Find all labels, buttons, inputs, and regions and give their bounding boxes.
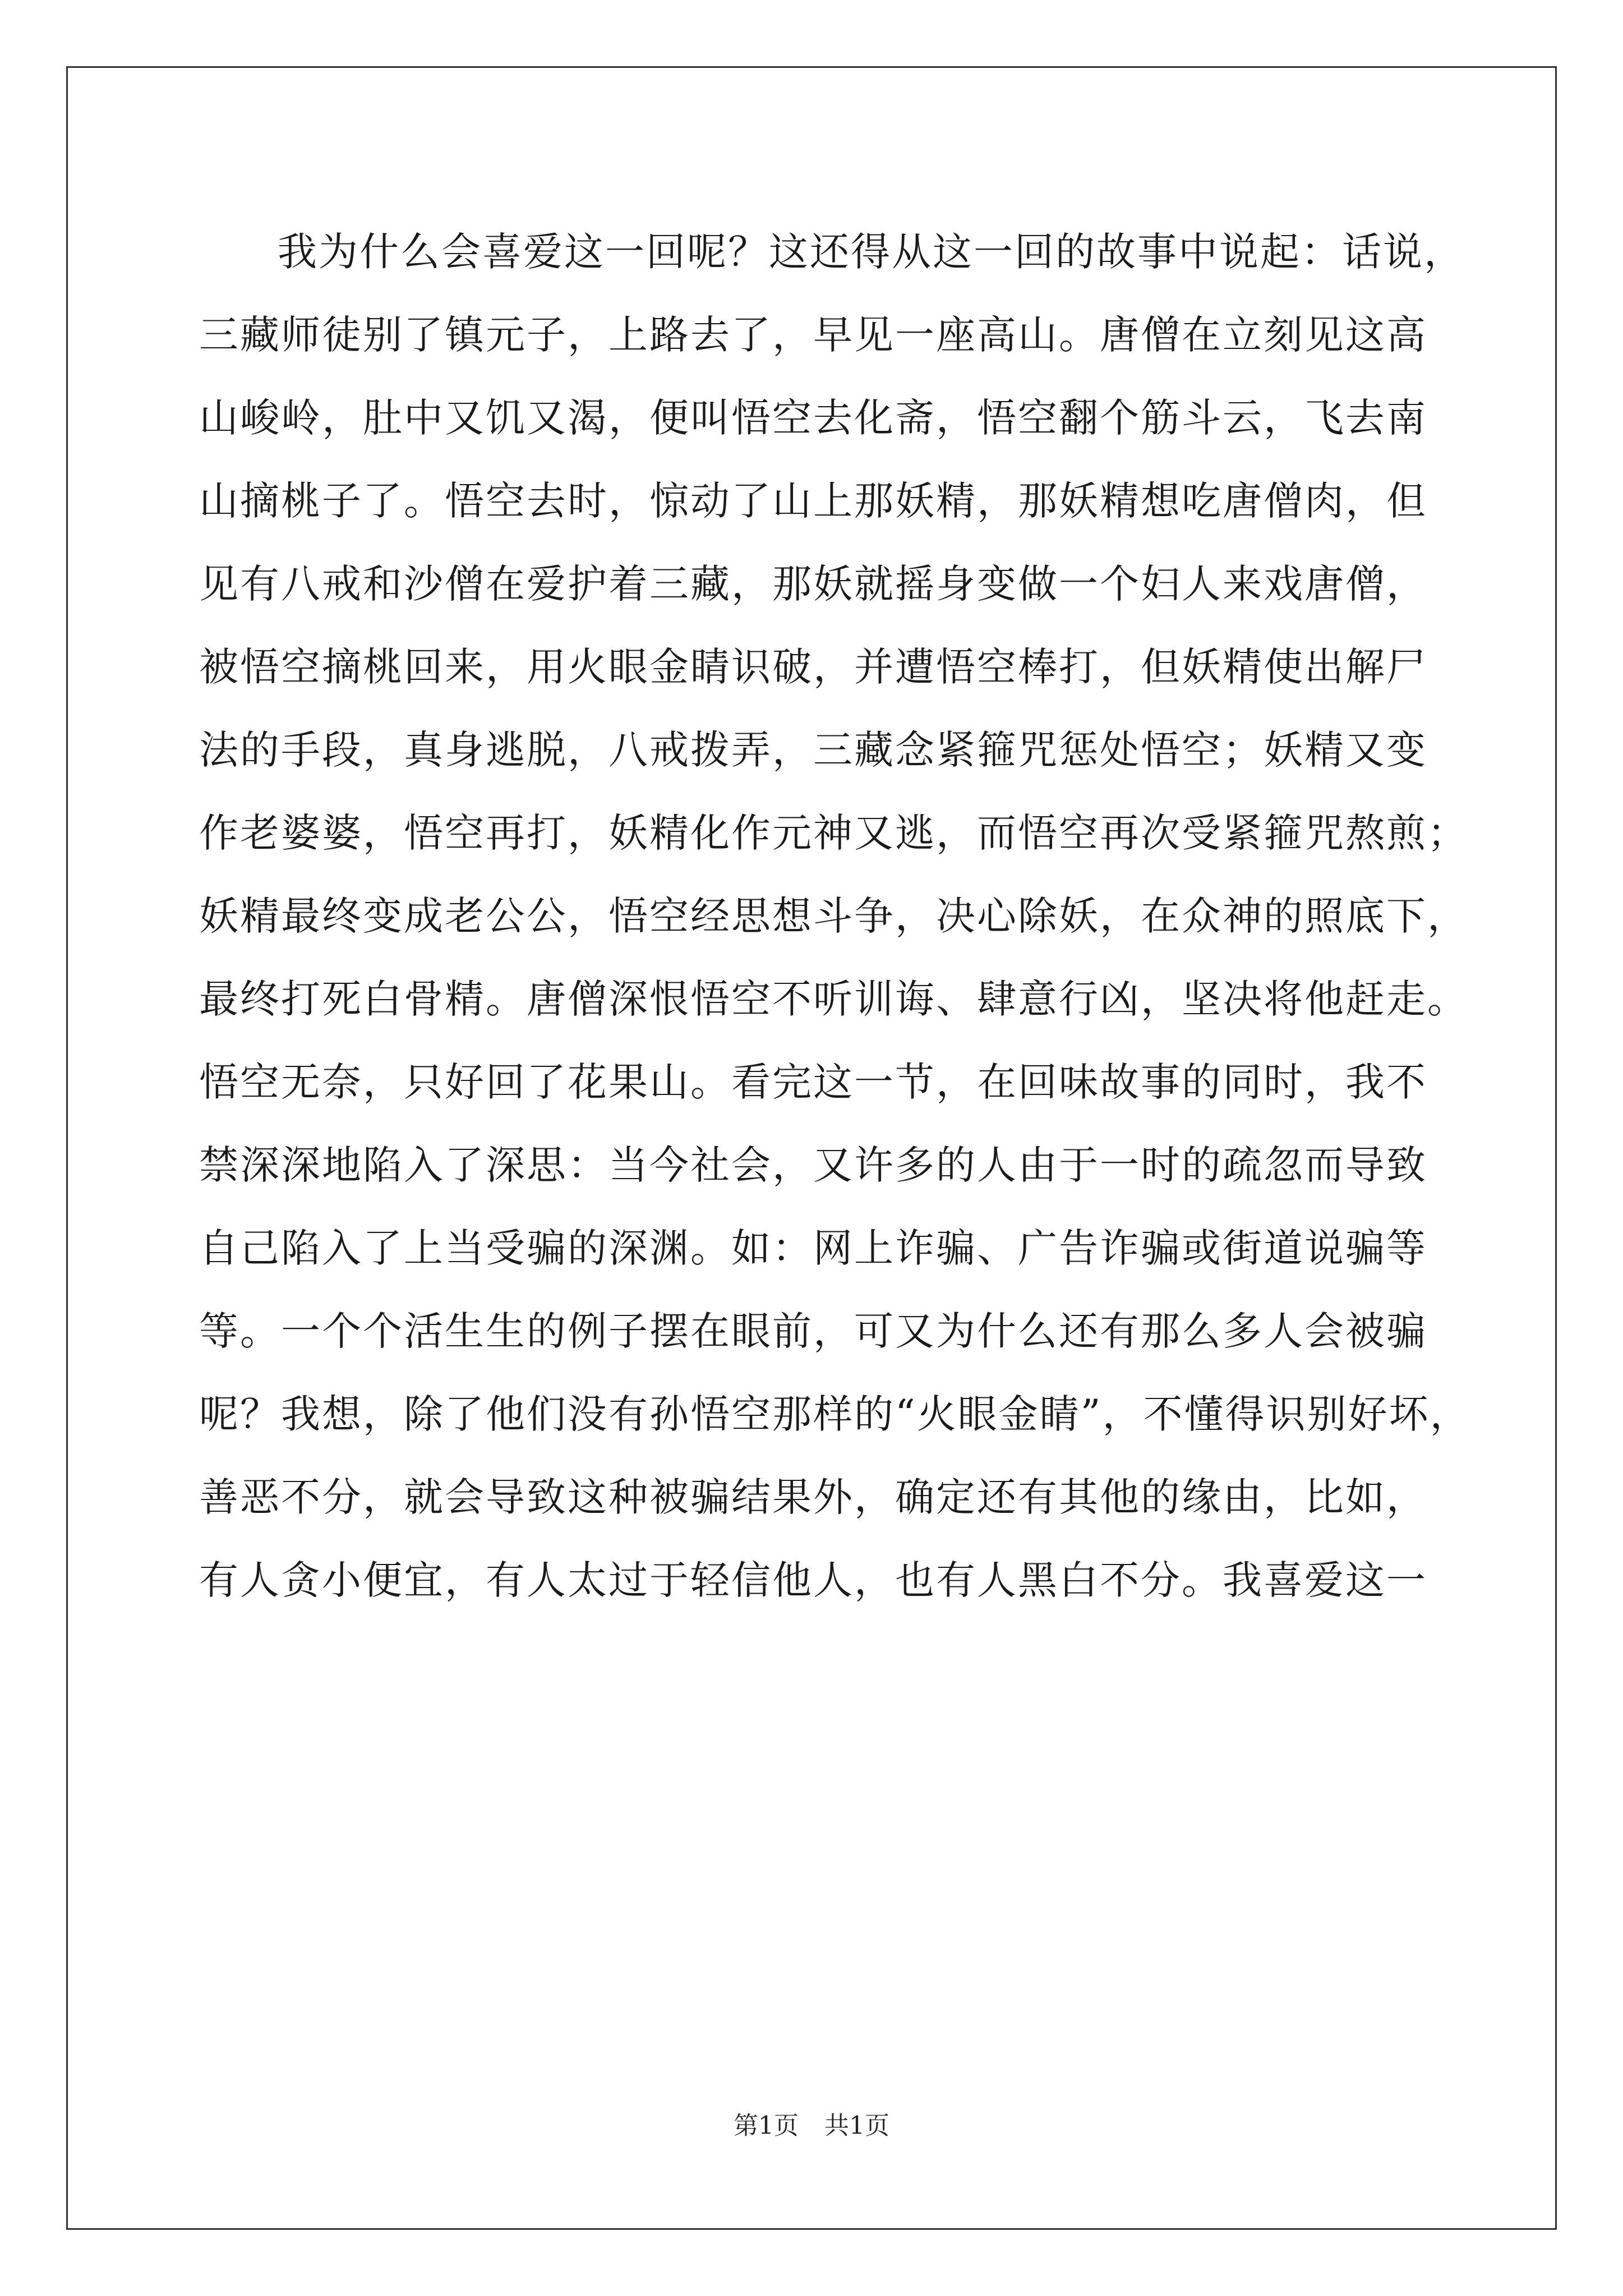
text-line: 最终打死白骨精。唐僧深恨悟空不听训诲、肆意行凶，坚决将他赶走。	[199, 976, 1468, 1022]
text-line: 自己陷入了上当受骗的深渊。如：网上诈骗、广告诈骗或街道说骗等	[199, 1225, 1427, 1271]
text-line: 呢？我想，除了他们没有孙悟空那样的“火眼金睛”，不懂得识别好坏，	[199, 1391, 1471, 1437]
page-number: 第1页	[734, 2111, 799, 2140]
text-line: 善恶不分，就会导致这种被骗结果外，确定还有其他的缘由，比如，	[199, 1474, 1427, 1520]
text-line: 有人贪小便宜，有人太过于轻信他人，也有人黑白不分。我喜爱这一	[199, 1557, 1427, 1603]
text-line: 山摘桃子了。悟空去时，惊动了山上那妖精，那妖精想吃唐僧肉，但	[199, 478, 1427, 524]
text-line: 山峻岭，肚中又饥又渴，便叫悟空去化斋，悟空翻个筋斗云，飞去南	[199, 395, 1427, 441]
page-total: 共1页	[824, 2111, 889, 2140]
text-line: 我为什么会喜爱这一回呢？这还得从这一回的故事中说起：话说，	[278, 229, 1465, 275]
text-line: 作老婆婆，悟空再打，妖精化作元神又逃，而悟空再次受紧箍咒熬煎；	[199, 810, 1468, 856]
text-line: 三藏师徒别了镇元子，上路去了，早见一座高山。唐僧在立刻见这高	[199, 312, 1427, 358]
text-line: 妖精最终变成老公公，悟空经思想斗争，决心除妖，在众神的照底下，	[199, 893, 1468, 939]
text-line: 被悟空摘桃回来，用火眼金睛识破，并遭悟空棒打，但妖精使出解尸	[199, 644, 1427, 690]
text-line: 见有八戒和沙僧在爱护着三藏，那妖就摇身变做一个妇人来戏唐僧，	[199, 561, 1427, 607]
text-line: 等。一个个活生生的例子摆在眼前，可又为什么还有那么多人会被骗	[199, 1308, 1427, 1354]
text-line: 悟空无奈，只好回了花果山。看完这一节，在回味故事的同时，我不	[199, 1059, 1427, 1105]
text-line: 法的手段，真身逃脱，八戒拨弄，三藏念紧箍咒惩处悟空；妖精又变	[199, 727, 1427, 773]
text-line: 禁深深地陷入了深思：当今社会，又许多的人由于一时的疏忽而导致	[199, 1142, 1427, 1188]
document-body	[199, 210, 1471, 1622]
page-footer	[0, 2109, 1623, 2143]
